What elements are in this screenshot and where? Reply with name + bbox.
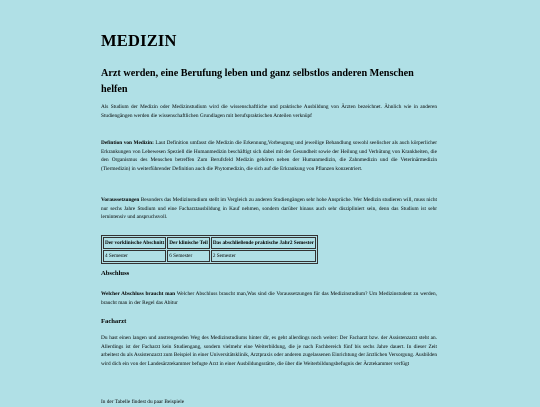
semester-table (101, 235, 318, 264)
requirements-label: Voraussetzungen (101, 197, 140, 203)
definition-paragraph (101, 139, 437, 174)
facharzt-heading: Facharzt (101, 318, 127, 325)
abschluss-label: Welcher Abschluss braucht man (101, 291, 176, 297)
table-cell: 4 Semester (103, 250, 166, 262)
definition-text: Laut Definition umfasst die Medizin die Erkennung,Vorbeugung und jeweilige Behandlung sowohl seelischer als auch körperlicher Erkrankungen von Lebewesen Speziell die Humanmedizin beschäftigt sich dabei mit der Gesundheit sowie der Heilung und Verhütung von Krankheiten, die den Organismus des Menschen betreffen Zum Berufsfeld Medizin gehören neben der Humanmedizin, die Zahnmedizin und die Veterinärmedizin (Tiermedizin) in weiterführender Definition auch die Phytomedizin, die sich auf die Erkrankung von Pflanzen konzentriert. (101, 140, 437, 173)
intro-paragraph: Als Studium der Medizin oder Medizinstudium wird die wissenschaftliche und praktische Ausbildung von Ärzten bezeichnet. Ähnlich wie in anderen Studiengängen werden die wissenschaftlichen Grundlagen mit berufspraktischen Anteilen verknüpf (101, 104, 437, 119)
requirements-paragraph (101, 196, 437, 222)
abschluss-paragraph (101, 290, 437, 307)
page-subtitle: Arzt werden, eine Berufung leben und ganz selbstlos anderen Menschen helfen (101, 68, 414, 95)
requirements-text: Besonders das Medizinstudium stellt im Vergleich zu anderen Studiengängen sehr hohe Ansprüche. Wer Medizin studieren will, muss nicht nur sechs Jahre Studium und eine Facharztausbildung in Kauf nehmen, sondern darüber hinaus auch sehr diszipliniert sein, denn das Studium ist sehr lernintensiv und anspruchsvoll. (101, 197, 437, 221)
table-intro-line: In der Tabelle findest du paar Beispiele (101, 399, 185, 405)
table-header-row (103, 237, 316, 249)
table-row (103, 250, 316, 262)
facharzt-paragraph: Du hast einen langen und anstrengenden Weg des Medizinstudiums hinter dir, es geht allerdings noch weiter: Der Facharzt bzw. der Assistenzarzt steht an. Allerdings ist der Facharzt kein Studiengang, sondern vielmehr eine Weiterbildung, die je nach Fachbereich fünf bis sechs Jahre dauert. In dieser Zeit arbeitest du als Assistenzarzt zum Beispiel in einer Universitätsklinik, Arztpraxis oder anderen zugelassenen Einrichtung der ärztlichen Versorgung. Ausbilden wird dich ein von der Landesärztekammer befugte Arzt in einer Ausbildungsstätte, die über die Weiterbildungsbefugnis der Ärztekammer verfügt (101, 335, 437, 368)
table-cell: 6 Semester (167, 250, 210, 262)
table-header-cell: Der klinische Teil (167, 237, 210, 249)
page-title: MEDIZIN (101, 31, 177, 50)
definition-label: Defintion von Medizin: (101, 140, 154, 146)
table-header-cell: Das abschließende praktische Jahr2 Semester (211, 237, 316, 249)
table-cell: 2 Semester (211, 250, 316, 262)
abschluss-text: Welcher Abschluss braucht man,Was sind die Voraussetzungen für das Medizinstudium? Um Medizinstudent zu werden, braucht man in der Regel das Abitur (101, 291, 438, 306)
abschluss-heading: Abschluss (101, 270, 130, 277)
table-header-cell: Der vorklinische Abschnitt (103, 237, 166, 249)
